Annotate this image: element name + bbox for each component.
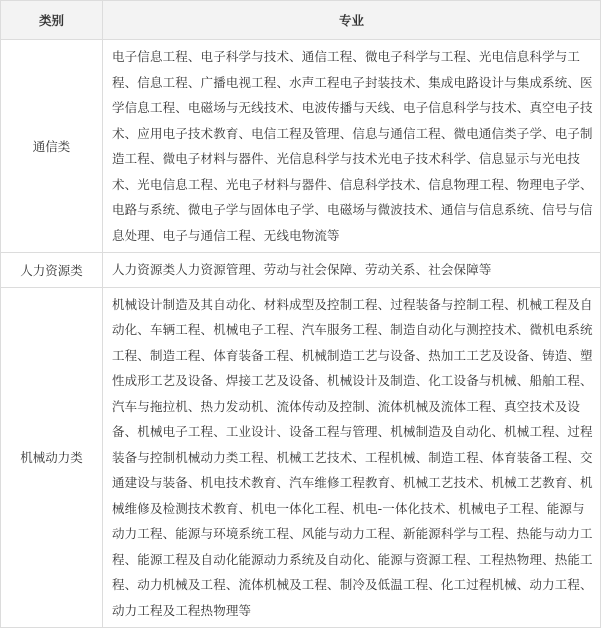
table-row: [1, 253, 601, 288]
majors-cell: 机械设计制造及其自动化、材料成型及控制工程、过程装备与控制工程、机械工程及自动化、车辆工程、机械电子工程、汽车服务工程、制造自动化与测控技术、微机电系统工程、制造工程、体育装备工程、机械制造工艺与设备、热加工工艺及设备、铸造、塑性成形工艺及设备、焊接工艺及设备、机械设计及制造、化工设备与机械、船舶工程、汽车与拖拉机、热力发动机、流体传动及控制、流体机械及流体工程、真空技术及设备、机械电子工程、工业设计、设备工程与管理、机械制造及自动化、机械工程、过程装备与控制机械动力类工程、机械工艺技术、工程机械、制造工程、体育装备工程、交通建设与装备、机电技术教育、汽车维修工程教育、机械工艺技术、机械工艺教育、机械维修及检测技术教育、机电一体化工程、机电-一体化技术、机械电子工程、能源与动力工程、能源与环境系统工程、风能与动力工程、新能源科学与工程、热能与动力工程、能源工程及自动化能源动力系统及自动化、能源与资源工程、工程热物理、热能工程、动力机械及工程、流体机械及工程、制冷及低温工程、化工过程机械、动力工程、动力工程及工程热物理等: [103, 287, 601, 628]
majors-cell: 电子信息工程、电子科学与技术、通信工程、微电子科学与工程、光电信息科学与工程、信息工程、广播电视工程、水声工程电子封装技术、集成电路设计与集成系统、医学信息工程、电磁场与无线技术、电波传播与天线、电子信息科学与技术、真空电子技术、应用电子技术教育、电信工程及管理、信息与通信工程、微电通信类子学、电子制造工程、微电子材料与器件、光信息科学与技术光电子技术科学、信息显示与光电技术、光电信息工程、光电子材料与器件、信息科学技术、信息物理工程、物理电子学、电路与系统、微电子学与固体电子学、电磁场与微波技术、通信与信息系统、信号与信息处理、电子与通信工程、无线电物流等: [103, 40, 601, 253]
category-cell: 通信类: [1, 40, 103, 253]
category-cell: 人力资源类: [1, 253, 103, 288]
table-row: [1, 40, 601, 253]
majors-cell: 人力资源类人力资源管理、劳动与社会保障、劳动关系、社会保障等: [103, 253, 601, 288]
header-major: 专业: [103, 1, 601, 40]
category-cell: 机械动力类: [1, 287, 103, 628]
table-row: [1, 287, 601, 628]
table-header-row: [1, 1, 601, 40]
header-category: 类别: [1, 1, 103, 40]
